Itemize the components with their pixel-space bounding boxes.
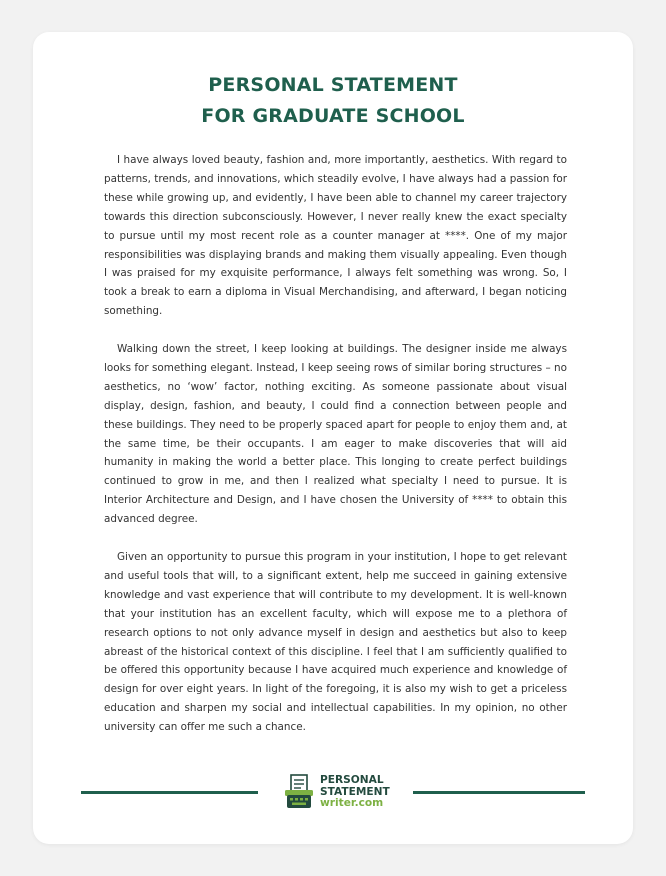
title-line-2: FOR GRADUATE SCHOOL [201, 105, 465, 127]
paragraph-3: Given an opportunity to pursue this program in your institution, I hope to get relevant and useful tools that will, to a significant extent, help me succeed in gaining extensive knowledge and vast experience that will contribute to my development. It is well-known that your institution has an excellent faculty, which will expose me to a plethora of research options to not only advance myself in design and aesthetics but also to keep abreast of the historical context of this discipline. I feel that I am sufficiently qualified to be offered this opportunity because I have acquired much experience and knowledge of design for over eight years. In light of the foregoing, it is also my wish to get a priceless education and sharpen my social and intellectual capabilities. In my opinion, no other university can offer me such a chance. [104, 551, 567, 734]
logo-line-2: STATEMENT [320, 785, 390, 798]
footer-divider-left [81, 791, 258, 794]
paragraph-2: Walking down the street, I keep looking at buildings. The designer inside me always looks for something elegant. Instead, I keep seeing rows of similar boring structures – no aesthetics, no ‘wow’ factor, nothing exciting. As someone passionate about visual display, design, fashion, and beauty, I could find a connection between people and these buildings. They need to be properly spaced apart for people to enjoy them and, at the same time, be their occupants. I am eager to make discoveries that will aid humanity in making the world a better place. This longing to create perfect buildings continued to grow in me, and then I realized what specialty I need to pursue. It is Interior Architecture and Design, and I have chosen the University of **** to obtain this advanced degree. [104, 343, 567, 526]
document-page [33, 32, 633, 844]
logo-line-1: PERSONAL [320, 774, 384, 786]
typewriter-icon [284, 774, 314, 810]
footer-divider-right [413, 791, 585, 794]
paragraph-1: I have always loved beauty, fashion and, more importantly, aesthetics. With regard to patterns, trends, and innovations, which steadily evolve, I have always had a passion for these while growing up, and evidently, I have been able to channel my career trajectory towards this direction subconsciously. However, I never really knew the exact specialty to pursue until my most recent role as a counter manager at ****. One of my major responsibilities was displaying brands and making them visually appealing. Even though I was praised for my exquisite performance, I always felt something was wrong. So, I took a break to earn a diploma in Visual Merchandising, and afterward, I began noticing something. [104, 154, 567, 318]
page-title [33, 70, 633, 132]
title-line-1: PERSONAL STATEMENT [208, 74, 458, 96]
logo-domain: writer.com [320, 797, 384, 809]
statement-body [104, 151, 567, 756]
brand-logo [320, 775, 390, 810]
